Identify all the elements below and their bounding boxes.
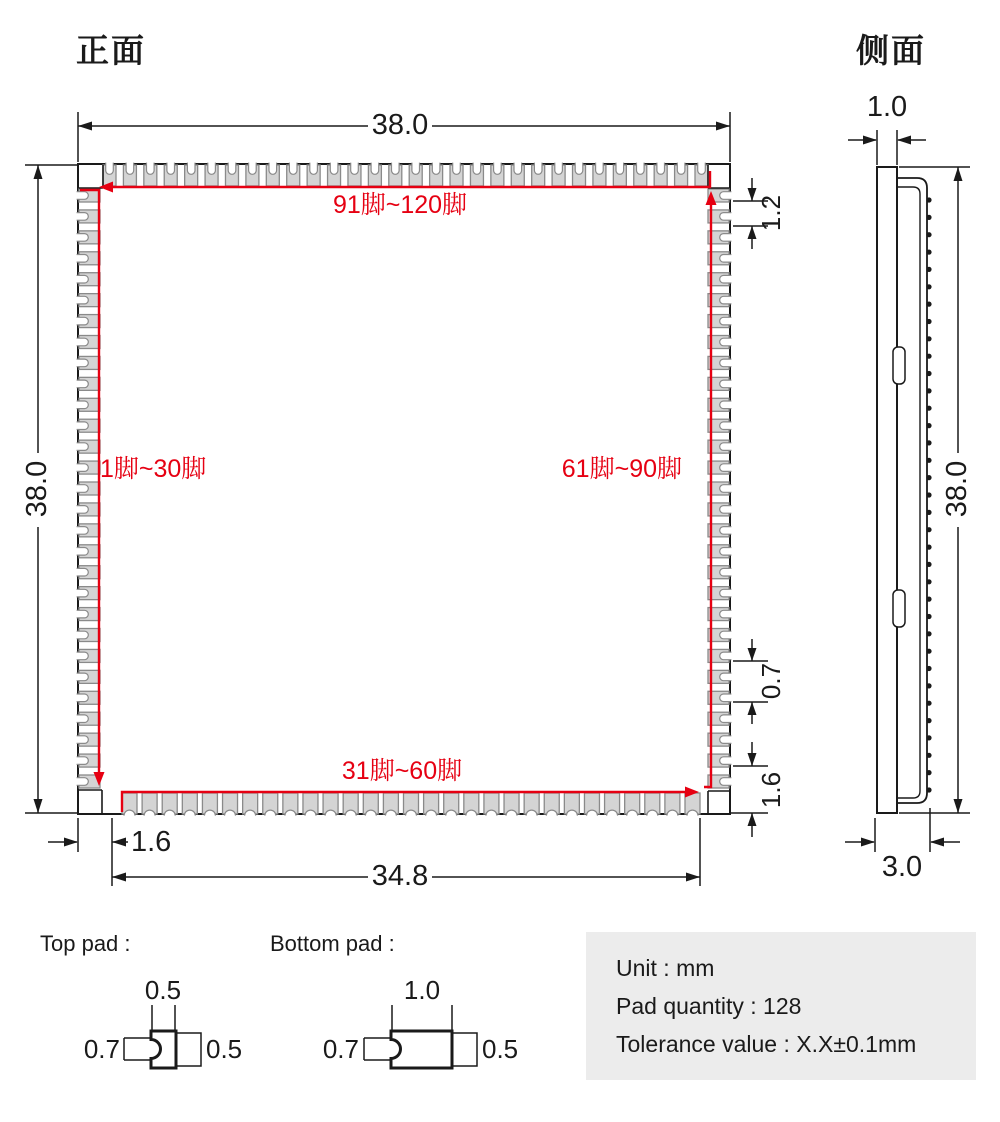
side-tab-lower (893, 590, 905, 627)
bottom-pad-dim-width: 1.0 (403, 975, 441, 1005)
pin-label-left: 1脚~30脚 (100, 455, 207, 483)
pin-label-bottom: 31脚~60脚 (341, 757, 463, 785)
dim-front-width: 38.0 (371, 109, 429, 141)
front-view-title: 正面 (76, 32, 146, 69)
dim-pad-pitch: 1.2 (756, 194, 787, 232)
top-pad-diagram (124, 1005, 201, 1068)
top-pad-dim-right: 0.5 (206, 1034, 243, 1064)
spec-unit: Unit : mm (616, 955, 715, 981)
spec-info-box (586, 932, 976, 1080)
side-cover-outer (897, 178, 927, 803)
bottom-pad-label: Bottom pad : (270, 931, 395, 956)
bottom-pad-diagram (364, 1005, 477, 1068)
bottom-pad-dim-height: 0.7 (322, 1034, 359, 1064)
bottom-pad-dim-right: 0.5 (482, 1034, 519, 1064)
dim-pad-span: 34.8 (371, 860, 429, 892)
top-pad-shape (151, 1031, 176, 1068)
dim-corner-right: 1.6 (756, 771, 787, 809)
spec-tolerance: Tolerance value : X.X±0.1mm (616, 1031, 917, 1057)
top-pad-dim-height: 0.7 (83, 1034, 120, 1064)
side-tab-upper (893, 347, 905, 384)
dim-front-height: 38.0 (21, 460, 54, 518)
side-castellation-dots (926, 197, 931, 792)
dim-corner-left: 1.6 (131, 826, 172, 858)
dim-total-thickness: 3.0 (881, 851, 923, 883)
dim-side-height: 38.0 (941, 460, 974, 518)
side-board (877, 167, 897, 813)
dim-board-thickness: 1.0 (866, 91, 908, 123)
pin-label-right: 61脚~90脚 (561, 455, 682, 483)
top-pad-label: Top pad : (40, 931, 131, 956)
spec-pad-quantity: Pad quantity : 128 (616, 993, 802, 1019)
side-view-title: 侧面 (856, 32, 926, 69)
dim-pad-size: 0.7 (756, 662, 787, 700)
top-pad-dim-width: 0.5 (144, 975, 182, 1005)
bottom-pad-shape (391, 1031, 452, 1068)
pin-label-top: 91脚~120脚 (332, 191, 468, 219)
front-board-outline (78, 164, 730, 814)
